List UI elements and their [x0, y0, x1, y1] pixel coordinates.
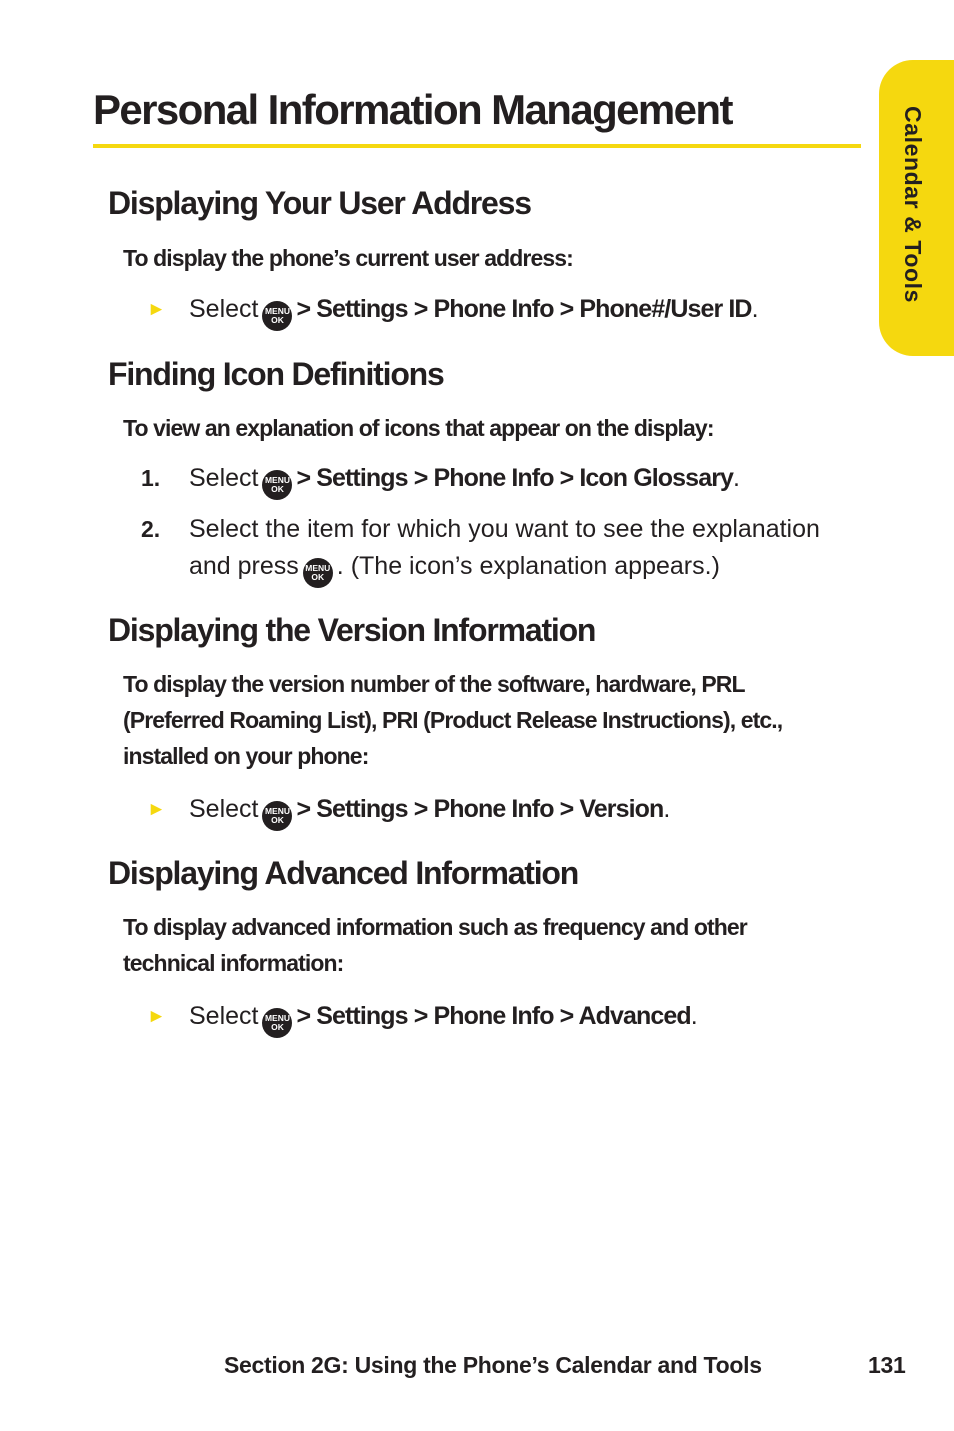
step-icon-glossary: [189, 460, 740, 500]
menu-path: > Settings > Phone Info > Advanced: [296, 1002, 691, 1030]
menu-path: > Settings > Phone Info > Phone#/User ID: [296, 295, 752, 323]
section-heading-advanced: Displaying Advanced Information: [108, 855, 579, 891]
menu-ok-key-icon: MENU OK: [262, 801, 292, 831]
menu-ok-key-icon: MENU OK: [262, 301, 292, 331]
section-lead-icon-definitions: To view an explanation of icons that appear on the display:: [123, 415, 714, 441]
step-user-address: [189, 291, 759, 331]
bullet-arrow-icon: ►: [147, 1006, 166, 1027]
step-end: .: [663, 795, 671, 823]
step-text: Select: [189, 464, 259, 492]
step-version: [189, 791, 670, 831]
menu-path: > Settings > Phone Info > Icon Glossary: [296, 464, 734, 492]
section-heading-user-address: Displaying Your User Address: [108, 185, 531, 221]
step-text-line2-pre: and press: [189, 552, 299, 580]
section-lead-version-line1: To display the version number of the software, hardware, PRL: [123, 671, 745, 697]
section-heading-icon-definitions: Finding Icon Definitions: [108, 356, 444, 392]
section-lead-version-line2: (Preferred Roaming List), PRI (Product Release Instructions), etc.,: [123, 707, 783, 733]
step-select-item: [189, 511, 820, 588]
step-end: .: [690, 1002, 698, 1030]
menu-ok-key-icon: MENU OK: [303, 558, 333, 588]
step-text-line1: Select the item for which you want to see the explanation: [189, 515, 820, 543]
step-text-line2-post: . (The icon’s explanation appears.): [336, 552, 720, 580]
menu-ok-key-icon: MENU OK: [262, 470, 292, 500]
page-title: Personal Information Management: [93, 86, 732, 133]
section-lead-version-line3: installed on your phone:: [123, 743, 369, 769]
menu-ok-key-icon: MENU OK: [262, 1008, 292, 1038]
step-text: Select: [189, 295, 259, 323]
section-lead-advanced-line2: technical information:: [123, 950, 344, 976]
menu-path: > Settings > Phone Info > Version: [296, 795, 664, 823]
bullet-arrow-icon: ►: [147, 299, 166, 320]
step-end: .: [733, 464, 740, 492]
side-tab-label: Calendar & Tools: [900, 106, 926, 304]
step-number: 2.: [141, 516, 161, 542]
bullet-arrow-icon: ►: [147, 799, 166, 820]
footer-page-number: 131: [868, 1352, 906, 1378]
step-number: 1.: [141, 465, 161, 491]
step-text: Select: [189, 795, 259, 823]
step-end: .: [751, 295, 759, 323]
section-lead-advanced-line1: To display advanced information such as frequency and other: [123, 914, 747, 940]
section-heading-version: Displaying the Version Information: [108, 612, 596, 648]
step-advanced: [189, 998, 698, 1038]
footer-section-title: Section 2G: Using the Phone’s Calendar and Tools: [224, 1352, 762, 1378]
step-text: Select: [189, 1002, 259, 1030]
title-underline: [93, 144, 861, 148]
section-lead-user-address: To display the phone’s current user address:: [123, 245, 573, 271]
